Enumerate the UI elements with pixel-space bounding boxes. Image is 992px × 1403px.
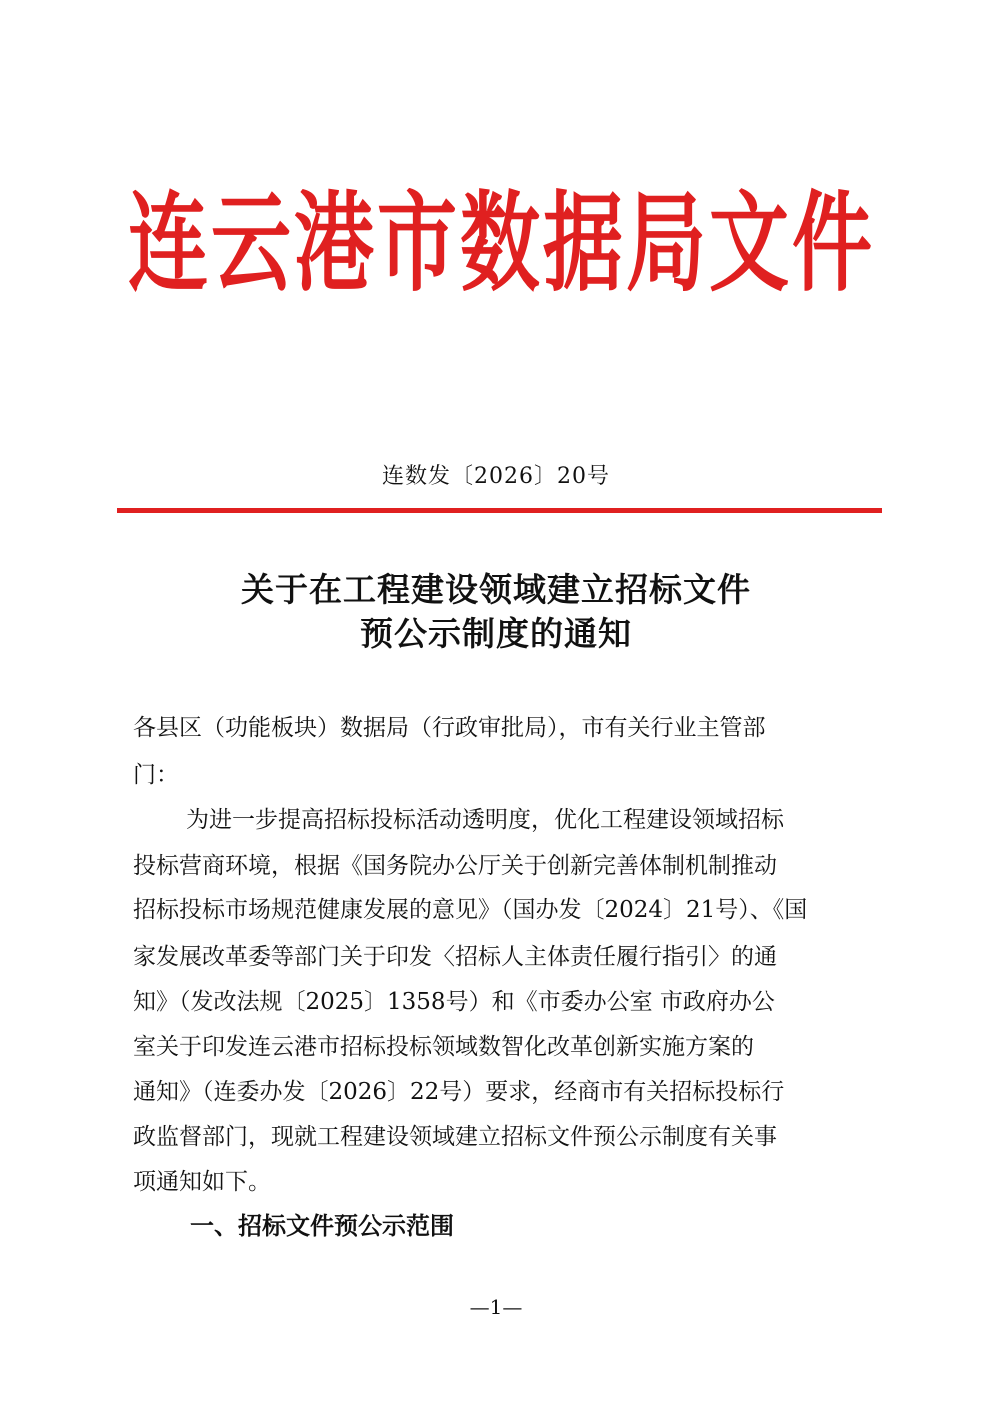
red-separator-rule (117, 508, 882, 513)
section-heading: 一、招标文件预公示范围 (190, 1212, 454, 1240)
issuer-header-char: 云 (211, 180, 291, 307)
issuer-header-char: 市 (377, 180, 457, 307)
issuer-header-char: 数 (460, 180, 540, 307)
issuer-header (128, 176, 872, 312)
body-text-line: 投标营商环境，根据《国务院办公厅关于创新完善体制机制推动 (133, 853, 777, 879)
addressee-line-2: 门： (133, 762, 179, 788)
body-text-line: 政监督部门，现就工程建设领域建立招标文件预公示制度有关事 (133, 1124, 777, 1150)
document-title-line-2: 预公示制度的通知 (360, 614, 632, 653)
issuer-header-char: 件 (792, 180, 872, 307)
body-text-line: 家发展改革委等部门关于印发〈招标人主体责任履行指引〉的通 (133, 944, 777, 970)
issuer-header-char: 据 (543, 180, 623, 307)
issuer-header-char: 局 (626, 180, 706, 307)
addressee-line-1: 各县区（功能板块）数据局（行政审批局），市有关行业主管部 (133, 715, 766, 741)
page-number: —1— (469, 1295, 523, 1319)
body-text-line: 通知》（连委办发〔2026〕22号）要求，经商市有关招标投标行 (133, 1079, 785, 1105)
document-number: 连数发〔2026〕20号 (382, 464, 610, 489)
body-text-line: 为进一步提高招标投标活动透明度，优化工程建设领域招标 (186, 807, 784, 833)
issuer-header-char: 文 (709, 180, 789, 307)
document-title-line-1: 关于在工程建设领域建立招标文件 (241, 570, 751, 609)
issuer-header-char: 连 (128, 180, 208, 307)
body-text-line: 项通知如下。 (133, 1169, 271, 1195)
body-text-line: 室关于印发连云港市招标投标领域数智化改革创新实施方案的 (133, 1034, 754, 1060)
body-text-line: 知》（发改法规〔2025〕1358号）和《市委办公室 市政府办公 (133, 989, 775, 1015)
body-text-line: 招标投标市场规范健康发展的意见》（国办发〔2024〕21号）、《国 (133, 897, 808, 923)
issuer-header-char: 港 (294, 180, 374, 307)
